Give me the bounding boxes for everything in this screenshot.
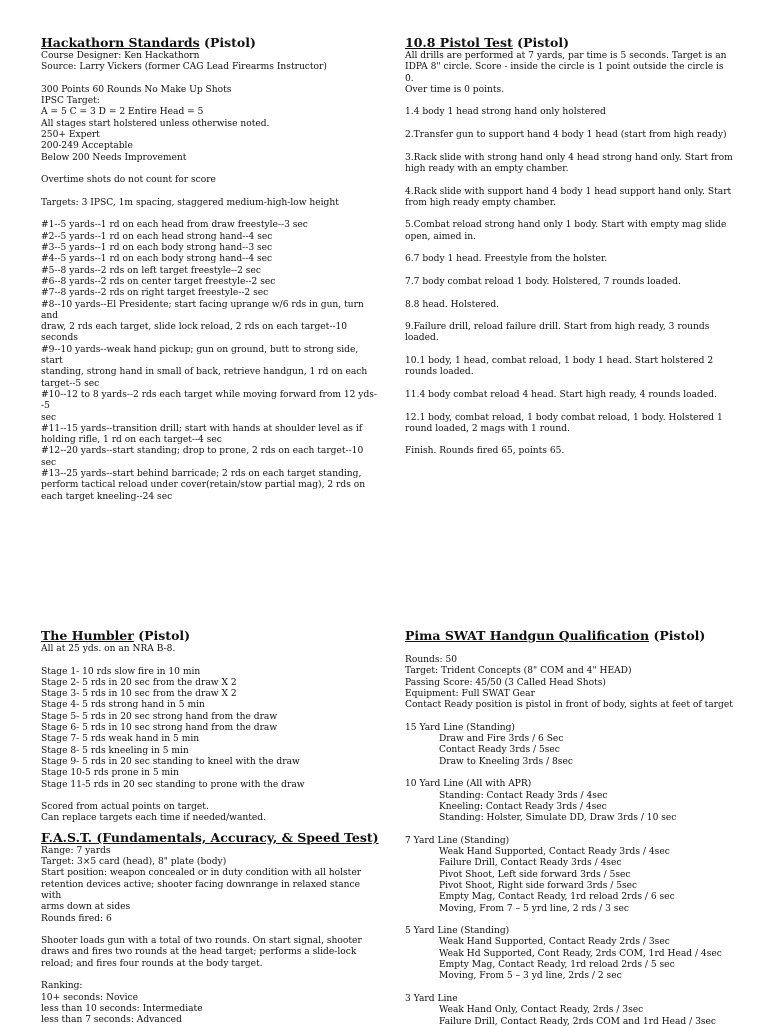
hackathorn-line: IPSC Target: (41, 96, 100, 107)
fast-line: draws and fires two rounds at the head target; performs a slide-lock (41, 947, 357, 958)
humbler-line: Stage 4- 5 rds strong hand in 5 min (41, 700, 205, 711)
pistol-test-line: IDPA 8" circle. Score - inside the circle is 1 point outside the circle is 0. (405, 62, 727, 84)
blank-line (405, 768, 745, 779)
hackathorn-line: All stages start holstered unless otherwise noted. (41, 118, 270, 129)
fast-line: Range: 7 yards (41, 845, 111, 856)
pima-line: Empty Mag, Contact Ready, 1rd reload 2rds / 6 sec (439, 892, 675, 903)
hackathorn-line: Overtime shots do not count for score (41, 175, 216, 186)
blank-line (405, 243, 735, 254)
hackathorn-line: target--5 sec (41, 378, 100, 389)
humbler-title: The Humbler (41, 628, 134, 643)
blank-line (405, 824, 745, 835)
blank-line (41, 791, 381, 802)
hackathorn-line: #6--8 yards--2 rds on center target freestyle--2 sec (41, 276, 276, 287)
pima-heading (405, 628, 745, 643)
hackathorn-line: Targets: 3 IPSC, 1m spacing, staggered medium-high-low height (41, 197, 339, 208)
pistol-test-line: 5.Combat reload strong hand only 1 body. Start with empty mag slide (405, 220, 727, 231)
pistol-test-line: 1.4 body 1 head strong hand only holstered (405, 107, 606, 118)
hackathorn-line: 200-249 Acceptable (41, 141, 133, 152)
pima-line: 5 Yard Line (Standing) (405, 926, 510, 937)
pistol-test-line: loaded. (405, 333, 439, 344)
pistol-test-line: from high ready empty chamber. (405, 197, 556, 208)
blank-line (405, 175, 735, 186)
fast-line: retention devices active; shooter facing downrange in relaxed stance with (41, 879, 363, 901)
hackathorn-line: perform tactical reload under cover(retain/stow partial mag), 2 rds on (41, 480, 366, 491)
hackathorn-line: #1--5 yards--1 rd on each head from draw freestyle--3 sec (41, 220, 308, 231)
pima-line: Failure Drill, Contact Ready, 2rds COM and 1rd Head / 3sec (439, 1016, 717, 1027)
pistol-test-line: open, aimed in. (405, 231, 477, 242)
pistol-test-line: 6.7 body 1 head. Freestyle from the holster. (405, 254, 608, 265)
blank-line (405, 711, 745, 722)
pistol-test-line: 4.Rack slide with support hand 4 body 1 head support hand only. Start (405, 186, 732, 197)
humbler-body (41, 644, 381, 825)
pima-line: 7 Yard Line (Standing) (405, 835, 510, 846)
humbler-line: Stage 7- 5 rds weak hand in 5 min (41, 734, 200, 745)
pima-line: Failure Drill, Contact Ready 3rds / 4sec (439, 858, 622, 869)
pistol-test-line: rounds loaded. (405, 367, 474, 378)
pima-line: Equipment: Full SWAT Gear (405, 688, 535, 699)
hackathorn-line: holding rifle, 1 rd on each target--4 sec (41, 435, 222, 446)
pima-line: Moving, From 5 – 3 yd line, 2rds / 2 sec (439, 971, 622, 982)
hackathorn-line: draw, 2 rds each target, slide lock reload, 2 rds on each target--10 seconds (41, 322, 350, 344)
hackathorn-line: #8--10 yards--El Presidente; start facing uprange w/6 rds in gun, turn and (41, 299, 367, 321)
blank-line (41, 187, 381, 198)
fast-line: Shooter loads gun with a total of two rounds. On start signal, shooter (41, 936, 362, 947)
pistol-test-line: round loaded, 2 mags with 1 round. (405, 423, 570, 434)
blank-line (405, 379, 735, 390)
blank-line (405, 266, 735, 277)
hackathorn-heading (41, 35, 381, 50)
pima-title: Pima SWAT Handgun Qualification (405, 628, 650, 643)
pima-line: Draw to Kneeling 3rds / 8sec (439, 756, 573, 767)
pistol-test-suffix: (Pistol) (512, 35, 570, 50)
humbler-line: All at 25 yds. on an NRA B-8. (41, 644, 176, 654)
pima-line: Rounds: 50 (405, 655, 458, 665)
fast-line: less than 10 seconds: Intermediate (41, 1003, 203, 1014)
fast-line: Start position: weapon concealed or in duty condition with all holster (41, 868, 362, 879)
blank-line (41, 74, 381, 85)
humbler-heading (41, 628, 381, 643)
pima-line: Draw and Fire 3rds / 6 Sec (439, 734, 564, 745)
pistol-test-heading (405, 35, 735, 50)
humbler-line: Stage 8- 5 rds kneeling in 5 min (41, 745, 189, 756)
blank-line (405, 435, 735, 446)
blank-line (405, 915, 745, 926)
hackathorn-line: #12--20 yards--start standing; drop to prone, 2 rds on each target--10 sec (41, 446, 367, 468)
blank-line (405, 141, 735, 152)
pima-line: Weak Hd Supported, Cont Ready, 2rds COM, 1rd Head / 4sec (439, 948, 722, 959)
pima-body (405, 655, 745, 1028)
humbler-line: Stage 9- 5 rds in 20 sec standing to kneel with the draw (41, 756, 300, 767)
pima-section (405, 628, 745, 1028)
hackathorn-line: Source: Larry Vickers (former CAG Lead Firearms Instructor) (41, 62, 327, 73)
blank-line (41, 925, 381, 936)
hackathorn-section (41, 35, 381, 503)
blank-line (405, 983, 745, 994)
blank-line (405, 345, 735, 356)
hackathorn-line: standing, strong hand in small of back, retrieve handgun, 1 rd on each (41, 367, 368, 378)
blank-line (405, 119, 735, 130)
hackathorn-body (41, 51, 381, 503)
hackathorn-line: #10--12 to 8 yards--2 rds each target while moving forward from 12 yds--5 (41, 389, 378, 412)
pistol-test-line: 12.1 body, combat reload, 1 body combat reload, 1 body. Holstered 1 (405, 412, 723, 423)
pistol-test-line: 11.4 body combat reload 4 head. Start high ready, 4 rounds loaded. (405, 389, 717, 400)
fast-line: Target: 3×5 card (head), 8" plate (body) (41, 857, 227, 868)
humbler-section (41, 628, 381, 1027)
pistol-test-line: high ready with an empty chamber. (405, 163, 569, 174)
pima-line: Pivot Shoot, Left side forward 3rds / 5sec (439, 869, 631, 880)
hackathorn-line: 250+ Expert (41, 130, 100, 141)
pima-line: Weak Hand Supported, Contact Ready 3rds / 4sec (439, 847, 670, 858)
blank-line (41, 970, 381, 981)
pima-line: Weak Hand Only, Contact Ready, 2rds / 3sec (439, 1005, 644, 1016)
fast-body (41, 846, 381, 1027)
hackathorn-line: Below 200 Needs Improvement (41, 152, 187, 163)
blank-line (405, 311, 735, 322)
hackathorn-line: #7--8 yards--2 rds on right target freestyle--2 sec (41, 288, 269, 299)
pistol-test-line: 10.1 body, 1 head, combat reload, 1 body 1 head. Start holstered 2 (405, 356, 714, 367)
humbler-line: Stage 3- 5 rds in 10 sec from the draw X 2 (41, 689, 237, 700)
blank-line (405, 96, 735, 107)
humbler-line: Stage 10-5 rds prone in 5 min (41, 768, 179, 779)
blank-line (41, 164, 381, 175)
pistol-test-line: Finish. Rounds fired 65, points 65. (405, 446, 565, 457)
pistol-test-line: 9.Failure drill, reload failure drill. Start from high ready, 3 rounds (405, 322, 710, 333)
fast-line: arms down at sides (41, 902, 131, 913)
humbler-line: Stage 1- 10 rds slow fire in 10 min (41, 666, 201, 677)
pistol-test-line: 8.8 head. Holstered. (405, 299, 500, 310)
hackathorn-line: #2--5 yards--1 rd on each head strong hand--4 sec (41, 231, 273, 242)
pima-line: Passing Score: 45/50 (3 Called Head Shots) (405, 677, 606, 688)
hackathorn-line: 300 Points 60 Rounds No Make Up Shots (41, 84, 232, 95)
pima-suffix: (Pistol) (649, 628, 706, 643)
blank-line (41, 655, 381, 666)
blank-line (41, 209, 381, 220)
pistol-test-line: All drills are performed at 7 yards, par time is 5 seconds. Target is an (405, 51, 727, 61)
fast-line: 10+ seconds: Novice (41, 992, 138, 1003)
humbler-line: Stage 5- 5 rds in 20 sec strong hand from the draw (41, 711, 278, 722)
pistol-test-line: 3.Rack slide with strong hand only 4 head strong hand only. Start from (405, 152, 733, 163)
pima-line: Target: Trident Concepts (8" COM and 4" HEAD) (405, 666, 632, 677)
fast-line: reload; and fires four rounds at the body target. (41, 958, 263, 969)
pistol-test-title: 10.8 Pistol Test (405, 35, 513, 50)
blank-line (405, 209, 735, 220)
hackathorn-line: #4--5 yards--1 rd on each body strong hand--4 sec (41, 254, 273, 265)
pistol-test-line: Over time is 0 points. (405, 84, 505, 95)
humbler-line: Can replace targets each time if needed/wanted. (41, 813, 266, 824)
humbler-suffix: (Pistol) (133, 628, 191, 643)
hackathorn-line: #3--5 yards--1 rd on each body strong hand--3 sec (41, 243, 273, 254)
hackathorn-line: #13--25 yards--start behind barricade; 2 rds on each target standing, (41, 468, 362, 479)
humbler-line: Scored from actual points on target. (41, 802, 209, 813)
humbler-line: Stage 11-5 rds in 20 sec standing to prone with the draw (41, 779, 305, 790)
fast-line: Ranking: (41, 981, 83, 992)
pima-line: Moving, From 7 – 5 yrd line, 2 rds / 3 sec (439, 903, 629, 914)
hackathorn-title: Hackathorn Standards (41, 35, 200, 50)
pima-line: 15 Yard Line (Standing) (405, 722, 515, 733)
hackathorn-suffix: (Pistol) (199, 35, 256, 50)
pima-line: Contact Ready 3rds / 5sec (439, 745, 560, 756)
pistol-test-line: 2.Transfer gun to support hand 4 body 1 head (start from high ready) (405, 130, 727, 141)
fast-line: less than 7 seconds: Advanced (41, 1015, 182, 1026)
pima-line: Standing: Holster, Simulate DD, Draw 3rds / 10 sec (439, 813, 677, 824)
pistol-test-section (405, 35, 735, 458)
pistol-test-line: 7.7 body combat reload 1 body. Holstered, 7 rounds loaded. (405, 276, 681, 287)
pima-line: Empty Mag, Contact Ready, 1rd reload 2rds / 5 sec (439, 960, 675, 971)
hackathorn-line: #5--8 yards--2 rds on left target freestyle--2 sec (41, 265, 261, 276)
hackathorn-line: each target kneeling--24 sec (41, 491, 173, 502)
fast-heading (41, 830, 381, 845)
pima-line: Contact Ready position is pistol in front of body, sights at feet of target (405, 700, 733, 711)
blank-line (405, 401, 735, 412)
humbler-line: Stage 6- 5 rds in 10 sec strong hand from the draw (41, 723, 278, 734)
pima-line: 10 Yard Line (All with APR) (405, 779, 532, 790)
humbler-line: Stage 2- 5 rds in 20 sec from the draw X 2 (41, 677, 237, 688)
hackathorn-line: #9--10 yards--weak hand pickup; gun on ground, butt to strong side, start (41, 344, 362, 367)
fast-title: F.A.S.T. (Fundamentals, Accuracy, & Speed Test) (41, 829, 379, 845)
pistol-test-body (405, 51, 735, 458)
pima-line: Standing: Contact Ready 3rds / 4sec (439, 790, 608, 801)
hackathorn-line: sec (41, 412, 57, 423)
hackathorn-line: #11--15 yards--transition drill; start with hands at shoulder level as if (41, 423, 363, 434)
pima-line: 3 Yard Line (405, 993, 458, 1004)
hackathorn-line: Course Designer: Ken Hackathorn (41, 51, 200, 61)
pima-line: Weak Hand Supported, Contact Ready 2rds / 3sec (439, 937, 670, 948)
pima-line: Pivot Shoot, Right side forward 3rds / 5sec (439, 880, 638, 891)
fast-line: Rounds fired: 6 (41, 913, 112, 924)
pima-line: Kneeling: Contact Ready 3rds / 4sec (439, 801, 607, 812)
blank-line (405, 288, 735, 299)
hackathorn-line: A = 5 C = 3 D = 2 Entire Head = 5 (41, 107, 204, 118)
